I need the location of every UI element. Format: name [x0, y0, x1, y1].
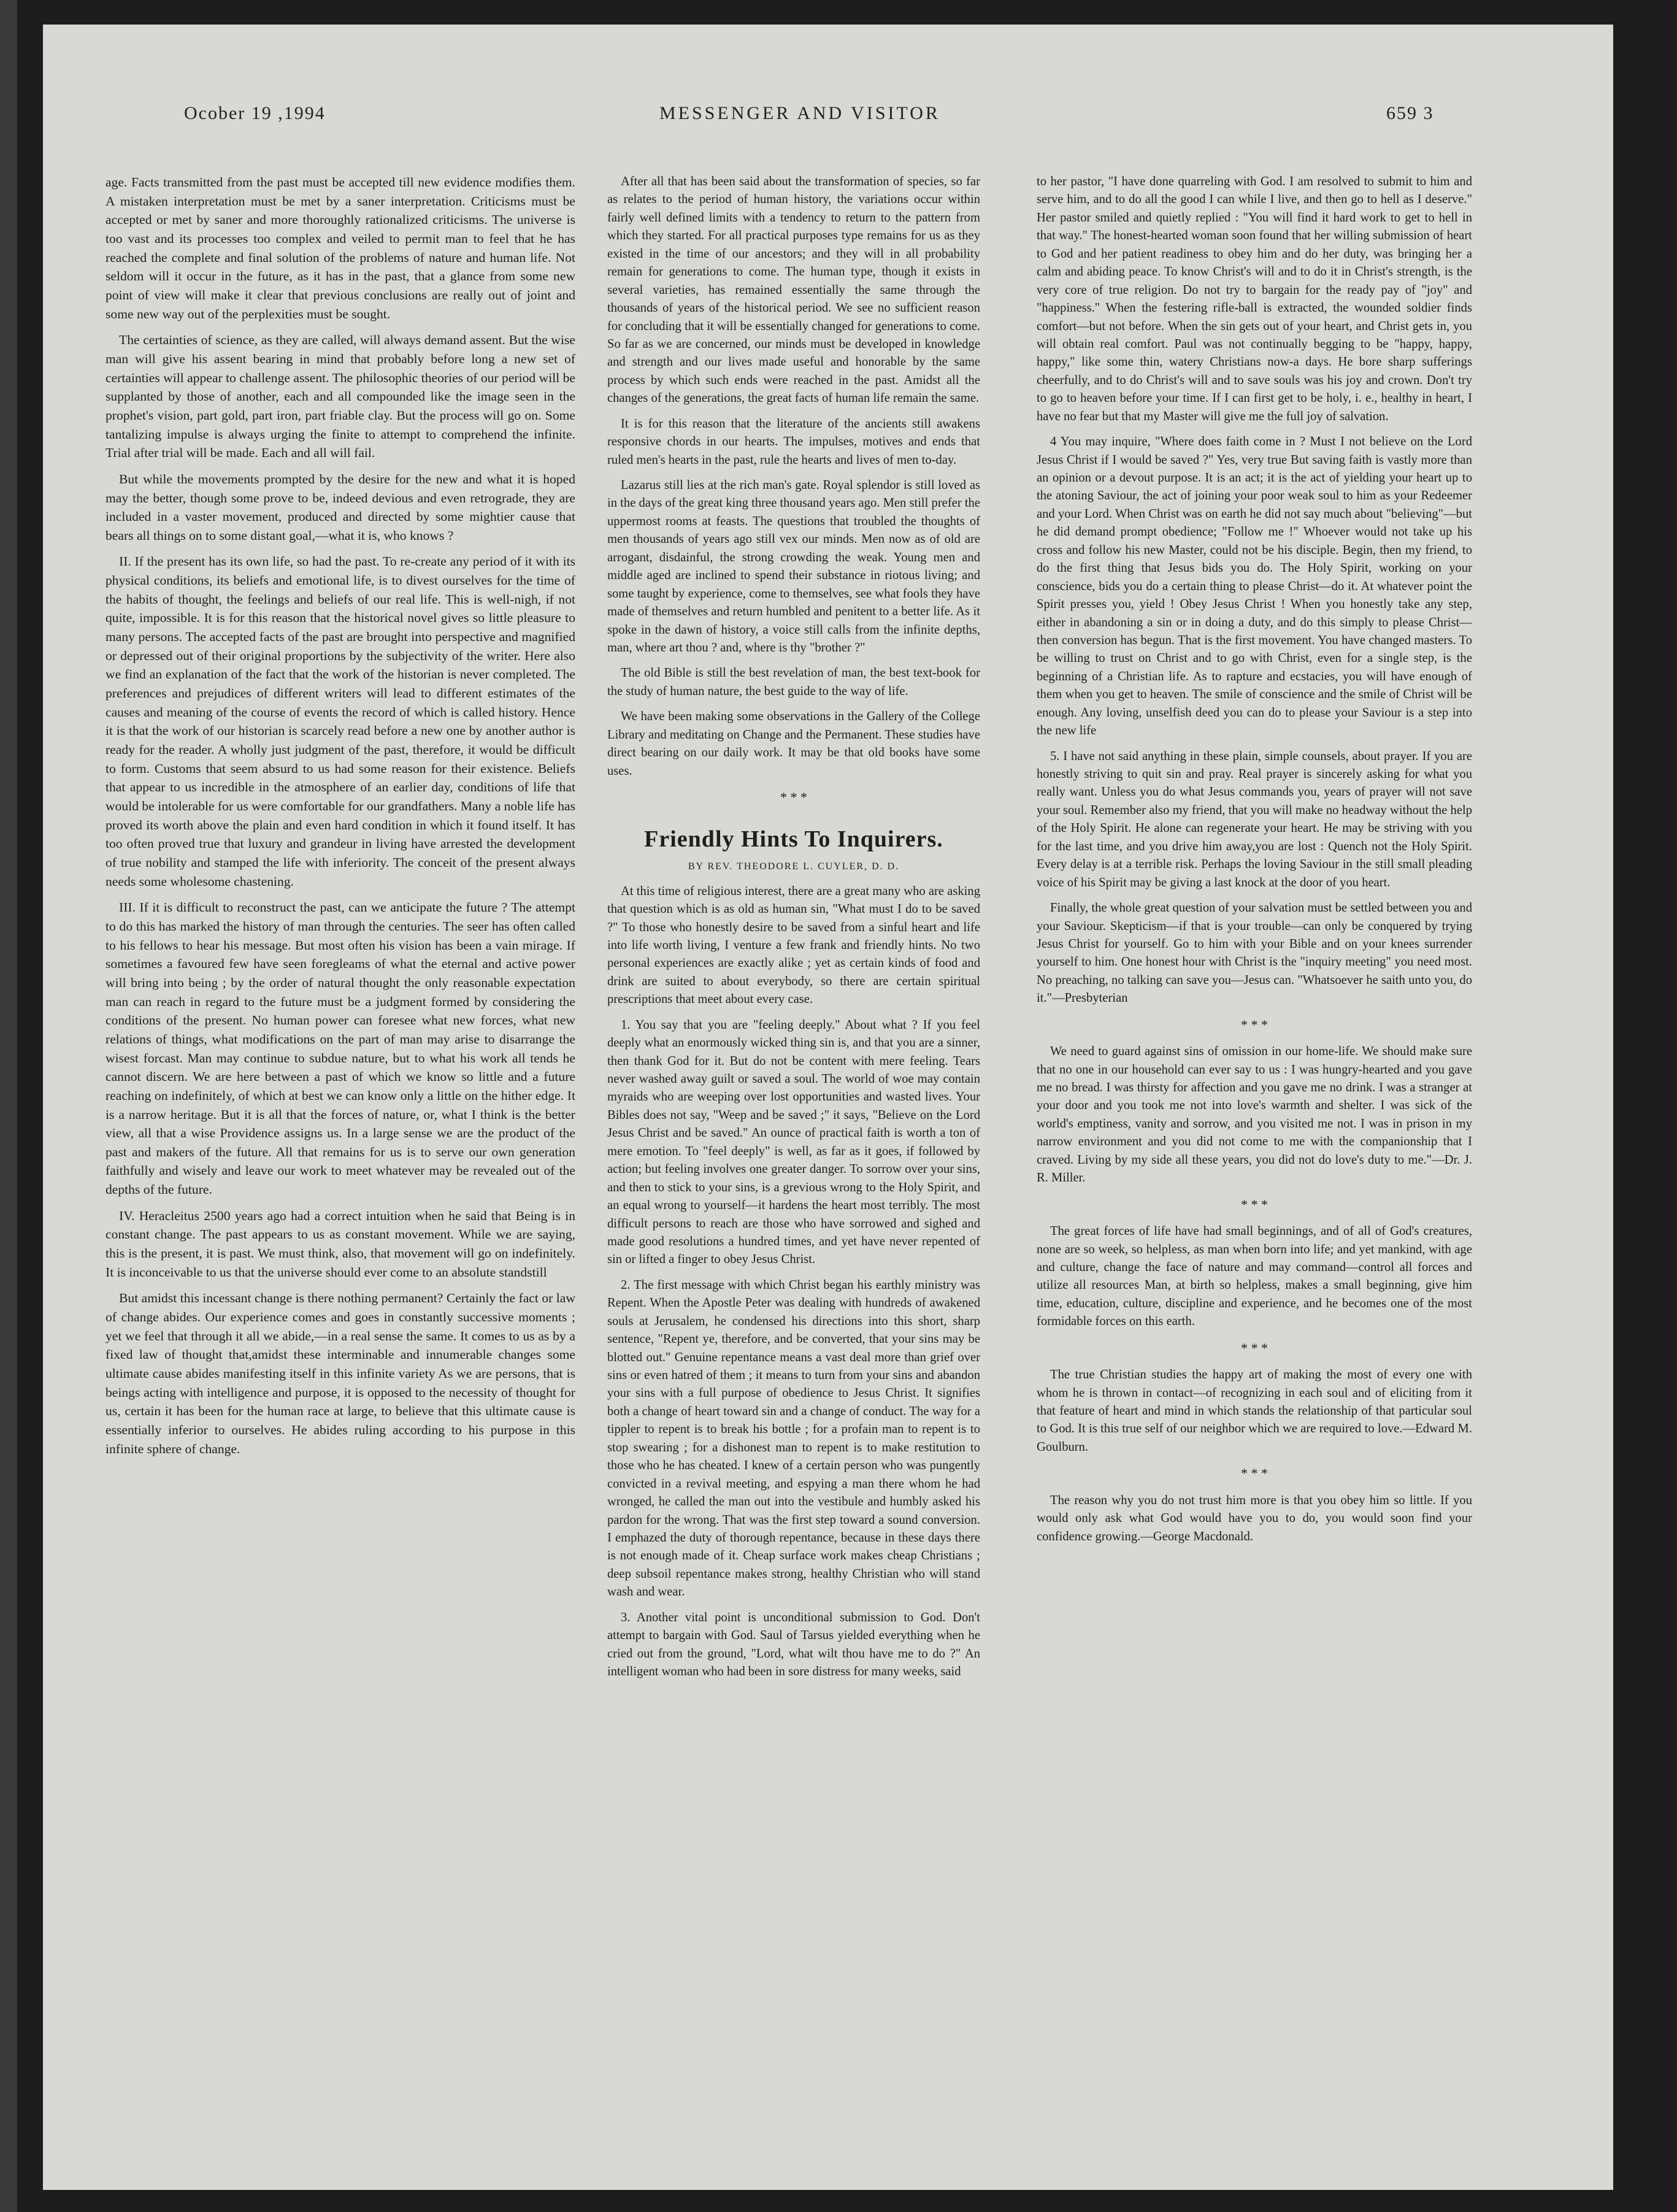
paragraph: IV. Heracleitus 2500 years ago had a correct intuition when he said that Being is in constant change. The past appears to us as constant movement. While we are saying, this is the present, it is past. We must think, also, that movement will go on indefinitely. It is inconceivable to us that the universe should ever come to an absolute standstill: [106, 1208, 575, 1280]
paragraph: After all that has been said about the transformation of species, so far as relates to the period of human history, the variations occur within fairly well defined limits with a tendency to return to the pattern from which they started. For all practical purposes type remains for us as they existed in the time of our ancestors; and they will in all probability remain for generations to come. The human type, though it exists in several varieties, has remained essentially the same through the thousands of years of the historical period. We see no sufficient reason for concluding that it will be essentially changed for generations to come. So far as we are concerned, our minds must be developed in knowledge and strength and our lives made useful and honorable by the same process by which such ends were reached in the past. Amidst all the changes of the generations, the great facts of human life remain the same.: [607, 175, 980, 405]
article-byline: BY REV. THEODORE L. CUYLER, D. D.: [688, 861, 900, 872]
page-number: 659 3: [1386, 103, 1434, 123]
paragraph: to her pastor, "I have done quarreling with God. I am resolved to submit to him and serve him, and to do all the good I can while I live, and then go to hell as I deserve." Her pastor smiled and quietly replied : "You will find it hard work to get to hell in that way." The honest-hearted woman soon found that her willing submission of heart to God and her patient readiness to obey him and do her duty, was bringing her a calm and abiding peace. To know Christ's will and to do it in Christ's strength, is the very core of true religion. Do not try to bargain for the ready pay of "joy" and "happiness." When the festering rifle-ball is extracted, the wounded soldier finds comfort—but not before. When the sin gets out of your heart, and Christ gets in, you will obtain real comfort. Paul was not continually begging to be "happy, happy, happy," like some thin, watery Christians now-a days. He bore sharp sufferings cheerfully, and to do Christ's will and to save souls was his joy and crown. Don't try to go to heaven before your time. If I can first get to be holy, i. e., healthy in heart, I have no fear but that my Master will give me the full joy of salvation.: [1037, 175, 1472, 423]
article-title: Friendly Hints To Inquirers.: [644, 826, 943, 853]
section-separator: [607, 788, 980, 807]
paragraph: 2. The first message with which Christ began his earthly ministry was Repent. When the Apostle Peter was dealing with hundreds of awakened souls at Jerusalem, he condensed his directions into this short, sharp sentence, "Repent ye, therefore, and be converted, that your sins may be blotted out." Genuine repentance means a vast deal more than grief over sins or even hatred of them ; it means to turn from your sins and abandon your sins with a full purpose of obedience to Jesus Christ. It signifies both a change of heart toward sin and a change of conduct. The way for a tippler to repent is to break his bottle ; for a profain man to repent is to stop swearing ; for a dishonest man to repent is to make restitution to those who he has cheated. I knew of a certain person who was pungently convicted in a revival meeting, and espying a man there whom he had wronged, he called the man out into the vestibule and humbly asked his pardon for the wrong. That was the first step toward a sound conversion. I emphazed the duty of thorough repentance, because in these days there is not enough made of it. Cheap surface work makes cheap Christians ; deep subsoil repentance makes strong, healthy Christian who will stand wash and wear.: [607, 1278, 980, 1599]
column-1: [106, 173, 575, 2148]
paragraph: We need to guard against sins of omission in our home-life. We should make sure that no one in our household can ever say to us : I was hungry-hearted and you gave me no bread. I was thirsty for affection and you gave me no drink. I was a stranger at your door and you took me not into love's warmth and shelter. I was sick of the world's emptiness, vanity and sorrow, and you visited me not. I was in prison in my narrow environment and you did not come to me with the companionship that I craved. Living by my side all these years, you did not do love's duty to me."—Dr. J. R. Miller.: [1037, 1045, 1472, 1185]
section-separator: [1037, 1464, 1472, 1483]
paragraph: The reason why you do not trust him more is that you obey him so little. If you would only ask what God would have you to do, you would soon find your confidence growing.—George Macdonald.: [1037, 1493, 1472, 1543]
masthead-title: MESSENGER AND VISITOR: [659, 103, 940, 123]
paragraph: II. If the present has its own life, so had the past. To re-create any period of it with its physical conditions, its beliefs and emotional life, is to divest ourselves for the time of the habits of thought, the feelings and beliefs of our real life. This is well-nigh, if not quite, impossible. It is for this reason that the historical novel gives so little pleasure to many persons. The accepted facts of the past are brought into perspective and magnified or depressed out of their original proportions by the subjectivity of the writer. Here also we find an explanation of the fact that the work of the historian is never completed. The preferences and prejudices of different writers will lead to different estimates of the causes and meaning of the course of events the record of which is called history. Hence it is that the work of our historian is scarcely read before a new one by another author is ready for the reader. A wholly just judgment of the past, therefore, it would be difficult to form. Customs that seem absurd to us had some reason for their existence. Beliefs that appear to us incredible in the atmosphere of an earlier day, conditions of life that would be intolerable for us were comfortable for our grandfathers. Many a noble life has proved its worth above the plain and even hard condition in which it found itself. It has too often proved true that luxury and grandeur in living have arrested the development of true nobility and stamped the life with inferiority. The conceit of the present always needs some wholesome chastening.: [106, 554, 575, 889]
issue-date: Ocober 19 ,1994: [184, 103, 326, 123]
paragraph: But amidst this incessant change is there nothing permanent? Certainly the fact or law of change abides. Our experience comes and goes in constantly successive moments ; yet we feel that through it all we abide,—in a real sense the same. It comes to us as by a fixed law of thought that,amidst these interminable and innumerable changes some ultimate cause abides manifesting itself in this infinite variety As we are persons, that is beings acting with intelligence and purpose, it is opposed to the necessity of thought for us, certain it has been for the human race at large, to believe that this ultimate cause is essentially inferior to ourselves. He abides ruling according to his purpose in this infinite sphere of change.: [106, 1291, 575, 1456]
paragraph: 5. I have not said anything in these plain, simple counsels, about prayer. If you are honestly striving to quit sin and pray. Real prayer is sincerely asking for what you really want. Unless you do what Jesus commands you, years of prayer will not save your soul. Remember also my friend, that you will make no headway without the help of the Holy Spirit. He alone can regenerate your heart. He may be striving with you for the last time, and you drive him away,you are lost : Quench not the Holy Spirit. Every delay is at a terrible risk. Perhaps the loving Saviour in the still small pleading voice of his Spirit may be giving a last knock at the door of you heart.: [1037, 749, 1472, 889]
paragraph: It is for this reason that the literature of the ancients still awakens responsive chords in our hearts. The impulses, motives and ends that ruled men's hearts in the past, rule the hearts and lives of men to-day.: [607, 417, 980, 467]
paragraph: But while the movements prompted by the desire for the new and what it is hoped may the better, though some prove to be, indeed devious and even retrograde, they are included in a vaster movement, produced and directed by some mightier cause that bears all things on to some distant goal,—what it is, who knows ?: [106, 471, 575, 543]
section-separator: [1037, 1195, 1472, 1214]
paragraph: 4 You may inquire, "Where does faith come in ? Must I not believe on the Lord Jesus Christ if I would be saved ?" Yes, very true But saving faith is vastly more than an opinion or a devout purpose. It is an act; it is the act of yielding your heart up to the atoning Saviour, the act of joining your poor weak soul to him as your Redeemer and your Lord. When Christ was on earth he did not say much about "believing"—but he did demand prompt obedience; "Follow me !" Whoever would not take up his cross and follow his new Master, could not be his disciple. Begin, then my friend, to do the first thing that Jesus bids you do. The Holy Spirit, working on your conscience, bids you do a certain thing to please Christ—do it. At whatever point the Spirit presses you, yield ! Obey Jesus Christ ! When you honestly take any step, either in abandoning a sin or in doing a duty, and do this simply to please Christ—then conversion has begun. That is the first movement. You have changed masters. To be willing to trust on Christ and to go with Christ, even for a single step, is the beginning of a Christian life. As to rapture and ecstacies, you will have enough of them when you get to heaven. The smile of conscience and the smile of Christ will be enough. Any loving, unselfish deed you can do to please your Saviour is a step into the new life: [1037, 435, 1472, 738]
book-spine-edge: [0, 0, 17, 2212]
paragraph: The certainties of science, as they are called, will always demand assent. But the wise man will give his assent bearing in mind that probably before long a new set of certainties will appear to challenge assent. The philosophic theories of our period will be supplanted by those of another, each and all compounded like the image seen in the prophet's vision, part gold, part iron, part friable clay. But the process will go on. Some tantalizing impulse is always urging the finite to attempt to comprehend the infinite. Trial after trial will be made. Each and all will fail.: [106, 332, 575, 461]
paragraph: At this time of religious interest, there are a great many who are asking that question which is as old as human sin, "What must I do to be saved ?" To those who honestly desire to be saved from a sinful heart and life into life worth living, I venture a few frank and friendly hints. No two personal experiences are exactly alike ; yet as certain kinds of food and drink are suited to about everybody, so there are certain spiritual prescriptions that meet about every case.: [607, 884, 980, 1007]
paragraph: III. If it is difficult to reconstruct the past, can we anticipate the future ? The attempt to do this has marked the history of man through the centuries. The seer has often called to his fellows to hear his message. But most often his vision has been a vain mirage. If sometimes a favoured few have seen foregleams of what the eternal and active power will bring into being ; by the order of natural thought the only reasonable expectation man can reach in regard to the future must be a judgment formed by considering the conditions of the present. No human power can foresee what new forces, what new relations of things, what modifications on the part of man may arise to disarrange the wisest forcast. Man may continue to subdue nature, but to what his work all tends he cannot discern. We are here between a past of which we know so little and a future reaching on indefinitely, of which at best we can know only a little on the hither edge. It is a narrow heritage. But it is all that the forces of nature, or, what I think is the better view, all that a wise Providence assigns us. In a large sense we are the product of the past and makers of the future. All that remains for us is to serve our own generation faithfully and wisely and leave our work to meet whatever may be revealed out of the depths of the future.: [106, 900, 575, 1197]
column-3: [1037, 173, 1472, 2148]
paragraph: The true Christian studies the happy art of making the most of every one with whom he is thrown in contact—of recognizing in each soul and of eliciting from it that feature of heart and mind in which stands the relationship of that particular soul to God. It is this true self of our neighbor which we are required to love.—Edward M. Goulburn.: [1037, 1368, 1472, 1454]
column-2: [607, 173, 980, 2148]
section-separator: [1037, 1338, 1472, 1358]
paragraph: Finally, the whole great question of your salvation must be settled between you and your Saviour. Skepticism—if that is your trouble—can only be conquered by trying Jesus Christ for yourself. Go to him with your Bible and on your knees surrender yourself to him. One honest hour with Christ is the "inquiry meeting" you need most. No preaching, no talking can save you—Jesus can. "Whatsoever he saith unto you, do it."—Presbyterian: [1037, 901, 1472, 1005]
paragraph: age. Facts transmitted from the past must be accepted till new evidence modifies them. A mistaken interpretation must be met by a saner interpretation. Criticisms must be accepted or met by saner and more thoroughly rationalized criticisms. The universe is too vast and its processes too complex and veiled to permit man to feel that he has reached the complete and final solution of the problems of nature and human life. Not seldom will it occur in the future, as it has in the past, that a glance from some new point of view will make it clear that previous conclusions are really out of joint and some new way out of the perplexities must be sought.: [106, 175, 575, 321]
paragraph: 3. Another vital point is unconditional submission to God. Don't attempt to bargain with God. Saul of Tarsus yielded everything when he cried out from the ground, "Lord, what wilt thou have me to do ?" An intelligent woman who had been in sore distress for many weeks, said: [607, 1610, 980, 1679]
paragraph: Lazarus still lies at the rich man's gate. Royal splendor is still loved as in the days of the great king three thousand years ago. Men still prefer the uppermost rooms at feasts. The questions that troubled the thoughts of men thousands of years ago still vex our minds. Men now as of old are arrogant, disdainful, the strong crowding the weak. Young men and middle aged are inclined to spend their substance in riotous living; and some taught by experience, come to themselves, see what fools they have made of themselves and return humbled and penitent to a better life. As it spoke in the dawn of history, a voice still calls from the infinite depths, man, where art thou ? and, where is thy "brother ?": [607, 478, 980, 655]
section-separator: [1037, 1015, 1472, 1034]
paragraph: The great forces of life have had small beginnings, and of all of God's creatures, none are so week, so helpless, as man when born into life; and yet mankind, with age and culture, change the face of nature and may command—control all forces and utilize all resources Man, at birth so helpless, makes a small beginning, give him time, education, culture, discipline and experience, and he becomes one of the most formidable forces on this earth.: [1037, 1224, 1472, 1329]
paragraph: The old Bible is still the best revelation of man, the best text-book for the study of human nature, the best guide to the way of life.: [607, 666, 980, 698]
paragraph: We have been making some observations in the Gallery of the College Library and meditating on Change and the Permanent. These studies have direct bearing on our daily work. It may be that old books have some uses.: [607, 710, 980, 778]
paragraph: 1. You say that you are "feeling deeply." About what ? If you feel deeply what an enormously wicked thing sin is, and that you are a sinner, then thank God for it. But do not be content with mere feeling. Tears never washed away guilt or saved a soul. The world of woe may contain myraids who are weeping over lost opportunities and wasted lives. Your Bibles does not say, "Weep and be saved ;" it says, "Believe on the Lord Jesus Christ and be saved." An ounce of practical faith is worth a ton of mere emotion. To "feel deeply" is well, as far as it goes, if followed by action; but feeling involves one greater danger. To sorrow over your sins, and then to stick to your sins, is a grevious wrong to the Holy Spirit, and an equal wrong to yourself—it hardens the heart most terribly. The most difficult persons to reach are those who have sorrowed and sighed and made good resolutions a hundred times, and yet have never repented of sin or lifted a finger to obey Jesus Christ.: [607, 1018, 980, 1267]
